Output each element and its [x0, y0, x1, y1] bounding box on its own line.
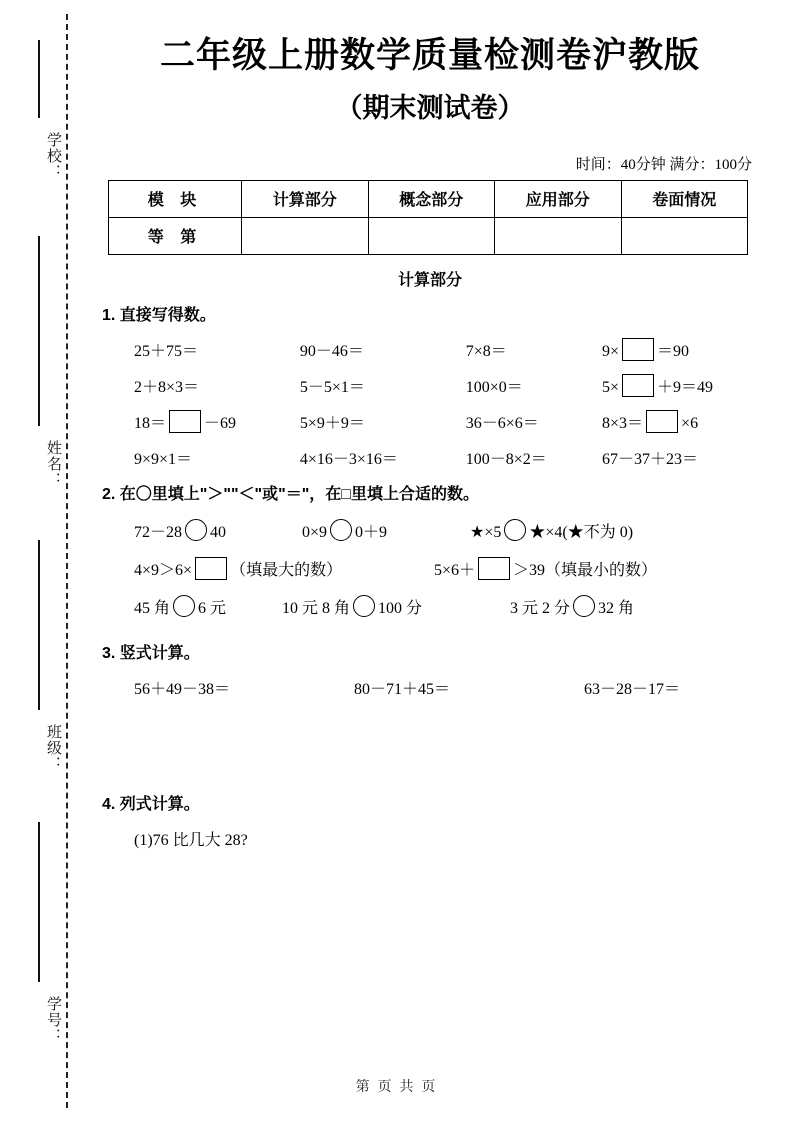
score-row-grade-label: 等 第 [109, 217, 242, 254]
q1-item-4-4: 67－37＋23＝ [602, 450, 699, 468]
q3-item-3: 63－28－17＝ [584, 680, 681, 698]
q1-row-2 [134, 374, 760, 397]
table-row [109, 180, 748, 217]
q2-item-1-1: 72－28 40 [134, 519, 302, 542]
q1-item-1-2: 90－46＝ [299, 342, 364, 360]
score-cell-apply[interactable] [495, 217, 622, 254]
q2-item-3-3: 3 元 2 分 32 角 [510, 595, 634, 618]
q1-item-3-3: 36－6×6＝ [465, 414, 539, 432]
compare-circle[interactable] [330, 519, 352, 541]
compare-circle[interactable] [504, 519, 526, 541]
seal-rule-3 [38, 540, 40, 710]
answer-box[interactable] [646, 410, 678, 433]
q1-item-3-4: 8×3＝ ×6 [602, 410, 760, 433]
exam-content [100, 0, 760, 1122]
score-header-calc: 计算部分 [242, 180, 369, 217]
q3-item-2: 80－71＋45＝ [354, 680, 451, 698]
score-header-apply: 应用部分 [495, 180, 622, 217]
seal-label-class: 班级： [45, 724, 62, 772]
answer-box[interactable] [478, 557, 510, 580]
q1-item-2-3: 100×0＝ [465, 378, 523, 396]
question-1-title: 1. 直接写得数。 [102, 306, 216, 324]
answer-box[interactable] [622, 338, 654, 361]
answer-box[interactable] [622, 374, 654, 397]
q2-row-2 [134, 557, 760, 580]
page-title: 二年级上册数学质量检测卷沪教版 [159, 36, 700, 75]
question-4-title: 4. 列式计算。 [102, 795, 200, 813]
seal-column [14, 40, 64, 1080]
question-2-title [102, 481, 760, 504]
q1-item-1-4: 9× ＝90 [602, 338, 760, 361]
table-row [109, 217, 748, 254]
q1-row-1 [134, 338, 760, 361]
q1-item-4-1: 9×9×1＝ [134, 450, 193, 468]
section-heading-calc: 计算部分 [397, 271, 462, 289]
seal-label-name: 姓名： [45, 440, 62, 488]
score-table [108, 180, 748, 255]
q2-item-3-2: 10 元 8 角 100 分 [282, 595, 510, 618]
score-header-concept: 概念部分 [368, 180, 495, 217]
q1-row-3 [134, 410, 760, 433]
compare-circle[interactable] [173, 595, 195, 617]
q1-item-4-3: 100－8×2＝ [465, 450, 547, 468]
page-footer: 第 页 共 页 [355, 1078, 438, 1094]
seal-rule-1 [38, 40, 40, 118]
q2-item-1-2: 0×9 0＋9 [302, 519, 470, 542]
compare-circle[interactable] [353, 595, 375, 617]
score-cell-calc[interactable] [242, 217, 369, 254]
q1-item-3-2: 5×9＋9＝ [299, 414, 365, 432]
q4-item-1: (1)76 比几大 28? [134, 831, 248, 849]
q1-item-1-3: 7×8＝ [465, 342, 507, 360]
q2-row-3 [134, 595, 760, 618]
question-3-title: 3. 竖式计算。 [102, 644, 200, 662]
binding-dashed-line [66, 14, 68, 1108]
compare-circle[interactable] [573, 595, 595, 617]
q1-item-2-4: 5× ＋9＝49 [602, 374, 760, 397]
q4-row-1 [134, 827, 760, 850]
score-header-module: 模 块 [109, 180, 242, 217]
seal-rule-4 [38, 822, 40, 982]
q1-item-4-2: 4×16－3×16＝ [299, 450, 398, 468]
score-cell-presentation[interactable] [621, 217, 748, 254]
q1-item-2-1: 2＋8×3＝ [134, 378, 200, 396]
score-header-presentation: 卷面情况 [621, 180, 748, 217]
q1-item-2-2: 5－5×1＝ [299, 378, 365, 396]
q3-item-1: 56＋49－38＝ [134, 680, 231, 698]
q1-item-3-1: 18＝ －69 [134, 410, 300, 433]
q1-item-1-1: 25＋75＝ [134, 342, 199, 360]
score-cell-concept[interactable] [368, 217, 495, 254]
q3-row-1 [134, 676, 760, 699]
page-subtitle: （期末测试卷） [335, 92, 525, 123]
seal-label-studentid: 学号： [45, 996, 62, 1044]
q2-row-1 [134, 519, 760, 542]
question-2-text: 2. 在〇里填上"＞""＜"或"＝"，在□里填上合适的数。 [102, 485, 479, 503]
q2-item-2-1: 4×9＞6× （填最大的数） [134, 557, 434, 580]
q2-item-3-1: 45 角 6 元 [134, 595, 282, 618]
q1-row-4 [134, 446, 760, 469]
seal-rule-2 [38, 236, 40, 426]
compare-circle[interactable] [185, 519, 207, 541]
exam-meta: 时间：40分钟 满分：100分 [575, 156, 752, 173]
answer-box[interactable] [195, 557, 227, 580]
q2-item-2-2: 5×6＋ ＞39（填最小的数） [434, 557, 657, 580]
answer-box[interactable] [169, 410, 201, 433]
q2-item-1-3: ★×5 ★×4(★不为 0) [470, 519, 633, 542]
seal-label-school: 学校： [45, 132, 62, 180]
